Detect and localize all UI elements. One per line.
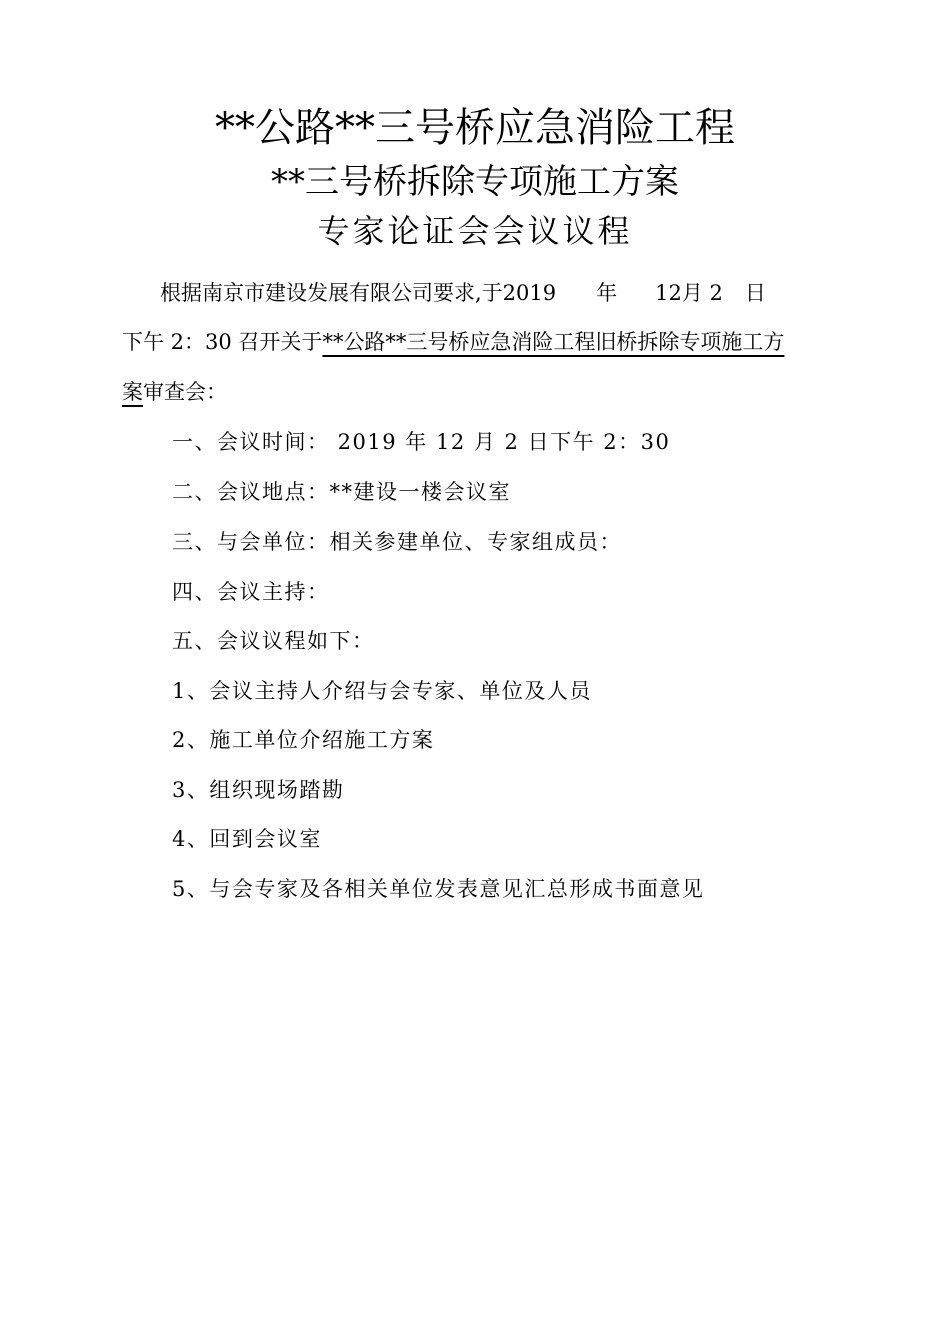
agenda-item-host: 四、会议主持： [172,580,330,604]
intro-text: 根据南京市建设发展有限公司要求,于2019 [160,281,557,305]
agenda-heading: 专家论证会会议议程 [317,212,633,250]
agenda-item-program: 五、会议议程如下： [172,629,375,653]
program-step-3: 3、组织现场踏勘 [172,778,345,802]
intro-meeting-type: 审查会： [143,380,227,404]
intro-time: 下午 2：30 召开关于 [122,330,323,354]
program-step-2: 2、施工单位介绍施工方案 [172,728,435,752]
project-name-underlined-end: 案 [122,380,143,404]
intro-line-3 [122,382,227,403]
intro-day-unit: 日 [744,281,766,305]
document-subtitle: **三号桥拆除专项施工方案 [271,162,679,202]
program-step-5: 5、与会专家及各相关单位发表意见汇总形成书面意见 [172,877,705,901]
agenda-item-location: 二、会议地点：**建设一楼会议室 [172,480,511,504]
agenda-item-attendees: 三、与会单位：相关参建单位、专家组成员： [172,530,622,554]
intro-line-2 [122,332,784,353]
agenda-item-time: 一、会议时间： 2019 年 12 月 2 日下午 2：30 [172,430,671,454]
program-step-1: 1、会议主持人介绍与会专家、单位及人员 [172,679,592,703]
intro-line-1 [160,283,766,304]
document-title: **公路**三号桥应急消险工程 [215,105,735,151]
project-name-underlined: **公路**三号桥应急消险工程旧桥拆除专项施工方 [322,330,785,354]
intro-year-unit: 年 [596,281,618,305]
intro-month-day: 12月 2 [655,281,723,305]
program-step-4: 4、回到会议室 [172,827,322,851]
